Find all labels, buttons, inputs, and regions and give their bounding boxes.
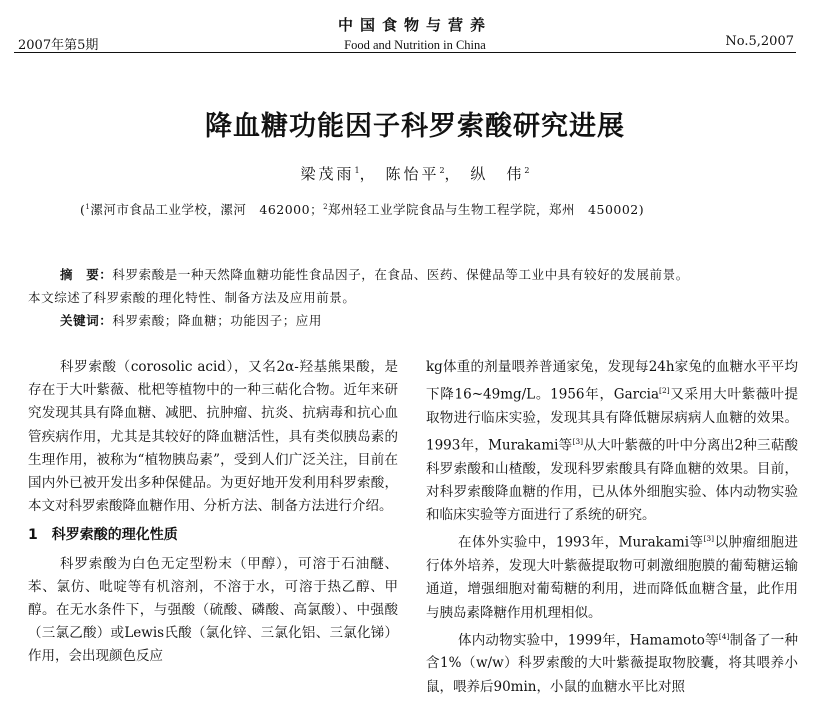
body-text: 在体外实验中，1993年，Murakami等 [458, 534, 704, 551]
journal-title-cn: 中国食物与营养 [337, 16, 492, 34]
issue-number: No.5,2007 [725, 34, 794, 49]
body-text: 体内动物实验中，1999年，Hamamoto等 [458, 632, 719, 649]
citation-ref[interactable]: [3] [572, 437, 584, 447]
left-column [28, 356, 398, 669]
author-separator: ， [359, 165, 378, 183]
keywords-line [28, 309, 798, 332]
abstract-text-1: 科罗索酸是一种天然降血糖功能性食品因子，在食品、医药、保健品等工业中具有较好的发展前景。 [112, 267, 689, 282]
in-vivo-paragraph [426, 625, 798, 699]
right-column [426, 356, 798, 699]
article-title: 降血糖功能因子科罗索酸研究进展 [205, 111, 625, 142]
affil-mark: 1 [85, 202, 91, 211]
body-text: 又采用大叶紫薇叶提取物进行临床实验，发现其具有降低糖尿病病人血糖的效果。1993年，Murakami等 [426, 386, 799, 454]
abstract-line-2: 本文综述了科罗索酸的理化特性、制备方法及应用前景。 [28, 290, 356, 305]
author-affil-mark: 1 [354, 166, 360, 175]
section-title: 科罗索酸的理化性质 [51, 527, 178, 544]
author-name: 陈怡平 [385, 165, 440, 183]
citation-ref[interactable]: [4] [718, 631, 730, 641]
journal-header [300, 14, 530, 53]
section-number: 1 [28, 527, 38, 544]
abstract-line-1 [28, 263, 798, 286]
affil-1: 漯河市食品工业学校，漯河 462000； [90, 202, 324, 217]
author-affil-mark: 2 [524, 166, 530, 175]
keywords-text: 科罗索酸；降血糖；功能因子；应用 [112, 313, 323, 328]
keywords-label: 关键词： [60, 313, 113, 328]
body-text: kg体重的剂量喂养普通家兔，发现每24h家兔的血糖水平平均下降16~49mg/L。1956年，Garcia [426, 359, 798, 403]
citation-ref[interactable]: [3] [703, 534, 715, 544]
affiliations [80, 200, 644, 218]
abstract-block [28, 263, 798, 332]
citation-ref[interactable]: [2] [659, 386, 670, 396]
issue-label: 2007年第5期 [18, 38, 99, 53]
author-separator: ， [444, 165, 463, 183]
body-text: 从大叶紫薇的叶中分离出2种三萜酸科罗索酸和山楂酸，发现科罗索酸具有降血糖的效果。目前，对科罗索酸降血糖的作用，已从体外细胞实验、体内动物实验和临床实验等方面进行了系统的研究。 [426, 437, 798, 524]
abstract-label: 摘 要： [60, 267, 113, 282]
header-rule [14, 52, 796, 53]
intro-paragraph: 科罗索酸（corosolic acid），又名2α-羟基熊果酸，是存在于大叶紫薇、枇杷等植物中的一种三萜化合物。近年来研究发现其具有降血糖、减肥、抗肿瘤、抗炎、抗病毒和抗心血管疾病作用，尤其是其较好的降血糖活性，具有类似胰岛素的生理作用，被称为“植物胰岛素”，受到人们广泛关注，目前在国内外已被开发出多种保健品。为更好地开发利用科罗索酸，本文对科罗索酸降血糖作用、分析方法、制备方法进行介绍。 [28, 359, 398, 515]
author-list [0, 163, 830, 184]
properties-paragraph: 科罗索酸为白色无定型粉末（甲醇），可溶于石油醚、苯、氯仿、吡啶等有机溶剂，不溶于水，可溶于热乙醇、甲醇。在无水条件下，与强酸（硫酸、磷酸、高氯酸）、中强酸（三氯乙酸）或Lewis氏酸（氯化锌、三氯化铝、三氯化锑）作用，会出现颜色反应 [28, 555, 398, 665]
author-name: 梁茂雨 [300, 165, 355, 183]
body-text: 以肿瘤细胞进行体外培养，发现大叶紫薇提取物可刺激细胞膜的葡萄糖运输通道，增强细胞对葡萄糖的利用，进而降低血糖含量，此作用与胰岛素降糖作用机理相似。 [426, 534, 798, 621]
journal-title-en: Food and Nutrition in China [344, 38, 486, 52]
author-affil-mark: 2 [439, 166, 445, 175]
history-paragraph [426, 356, 798, 527]
body-text: 制备了一种含1%（w/w）科罗索酸的大叶紫薇提取物胶囊，将其喂养小鼠，喂养后90min，小鼠的血糖水平比对照 [426, 632, 798, 695]
author-name: 纵 伟 [470, 165, 525, 183]
section-heading [28, 524, 398, 547]
affil-mark: 2 [323, 202, 329, 211]
in-vitro-paragraph [426, 527, 798, 624]
affil-open-paren: ( [80, 202, 86, 217]
affil-2: 郑州轻工业学院食品与生物工程学院，郑州 450002) [328, 202, 645, 217]
